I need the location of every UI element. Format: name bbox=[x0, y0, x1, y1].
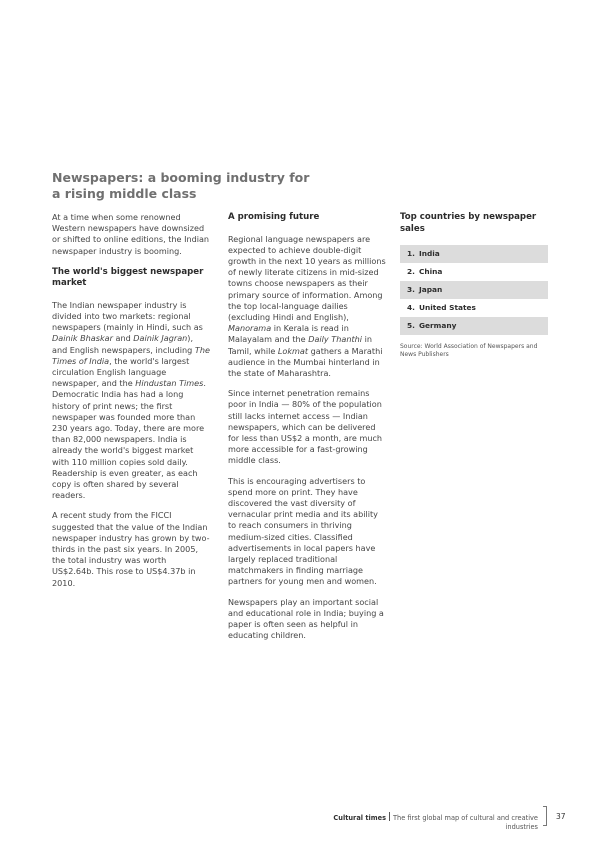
newspaper-name: Hindustan Times bbox=[135, 378, 204, 389]
footer-bracket bbox=[543, 806, 547, 826]
source-note: Source: World Association of Newspapers and News Publishers bbox=[400, 343, 538, 358]
section-heading-promising-future: A promising future bbox=[228, 212, 320, 222]
newspaper-name: Manorama bbox=[228, 323, 272, 334]
sidebar-top-countries bbox=[400, 212, 548, 359]
newspaper-name: The Times of India bbox=[52, 344, 210, 366]
sidebar-heading: Top countries by newspaper sales bbox=[400, 212, 537, 234]
market-paragraph: The Indian newspaper industry is divided into two markets: regional newspapers (mainly in Hindi, such as Dainik Bhaskar and Dainik Jagran), and English newspapers, including The Times of India, the world's largest circulation English language newspaper, and the Hindustan Times. Democratic India has had a long history of print news; the first newspaper was founded more than 230 years ago. Today, there are more than 82,000 newspapers. India is already the world's biggest market with 110 million copies sold daily. Readership is even greater, as each copy is often shared by several readers. bbox=[52, 299, 210, 501]
column-future bbox=[228, 212, 386, 650]
publication-subtitle: The first global map of cultural and creative industries bbox=[393, 814, 538, 831]
newspaper-name: Dainik Bhaskar bbox=[52, 333, 113, 344]
section-heading-biggest-market: The world's biggest newspaper market bbox=[52, 266, 204, 289]
footer-separator bbox=[389, 812, 390, 821]
regional-paragraph: Regional language newspapers are expected to achieve double-digit growth in the next 10 years as millions of newly literate citizens in mid-sized towns choose newspapers as their primary source of information. Among the top local-language dailies (excluding Hindi and English), Manorama in Kerala is read in Malayalam and the Daily Thanthi in Tamil, while Lokmat gathers a Marathi audience in the Mumbai hinterland in the state of Maharashtra. bbox=[228, 233, 386, 378]
ranking-row: 4. United States bbox=[407, 303, 476, 312]
page-footer bbox=[300, 812, 538, 832]
ranking-row: 1. India bbox=[400, 245, 548, 263]
ranking-row: 2. China bbox=[407, 267, 443, 276]
page-title: Newspapers: a booming industry for a rising middle class bbox=[52, 170, 310, 201]
advertisers-paragraph: This is encouraging advertisers to spend more on print. They have discovered the vast diversity of vernacular print media and its ability to reach consumers in thriving medium-sized cities. Classified advertisements in local papers have largely replaced traditional matchmakers in finding marriage partners for young men and women. bbox=[228, 475, 378, 587]
publication-title: Cultural times bbox=[333, 814, 386, 822]
ranking-row: 5. Germany bbox=[400, 317, 548, 335]
ficci-paragraph: A recent study from the FICCI suggested that the value of the Indian newspaper industry has grown by two-thirds in the past six years. In 2005, the total industry was worth US$2.64b. This rose to US$4.37b in 2010. bbox=[52, 510, 210, 588]
social-role-paragraph: Newspapers play an important social and educational role in India; buying a paper is often seen as helpful in educating children. bbox=[228, 596, 384, 641]
ranking-row: 3. Japan bbox=[400, 281, 548, 299]
intro-paragraph: At a time when some renowned Western newspapers have downsized or shifted to online editions, the Indian newspaper industry is booming. bbox=[52, 212, 210, 256]
newspaper-name: Lokmat bbox=[277, 345, 309, 356]
page-number: 37 bbox=[556, 812, 566, 821]
column-intro bbox=[52, 212, 210, 598]
internet-paragraph: Since internet penetration remains poor in India — 80% of the population still lacks internet access — Indian newspapers, which can be delivered for less than US$2 a month, are much more accessible for a fast-growing middle class. bbox=[228, 388, 383, 466]
ranking-list bbox=[400, 245, 548, 335]
newspaper-name: Dainik Jagran bbox=[133, 333, 188, 344]
newspaper-name: Daily Thanthi bbox=[308, 334, 363, 345]
